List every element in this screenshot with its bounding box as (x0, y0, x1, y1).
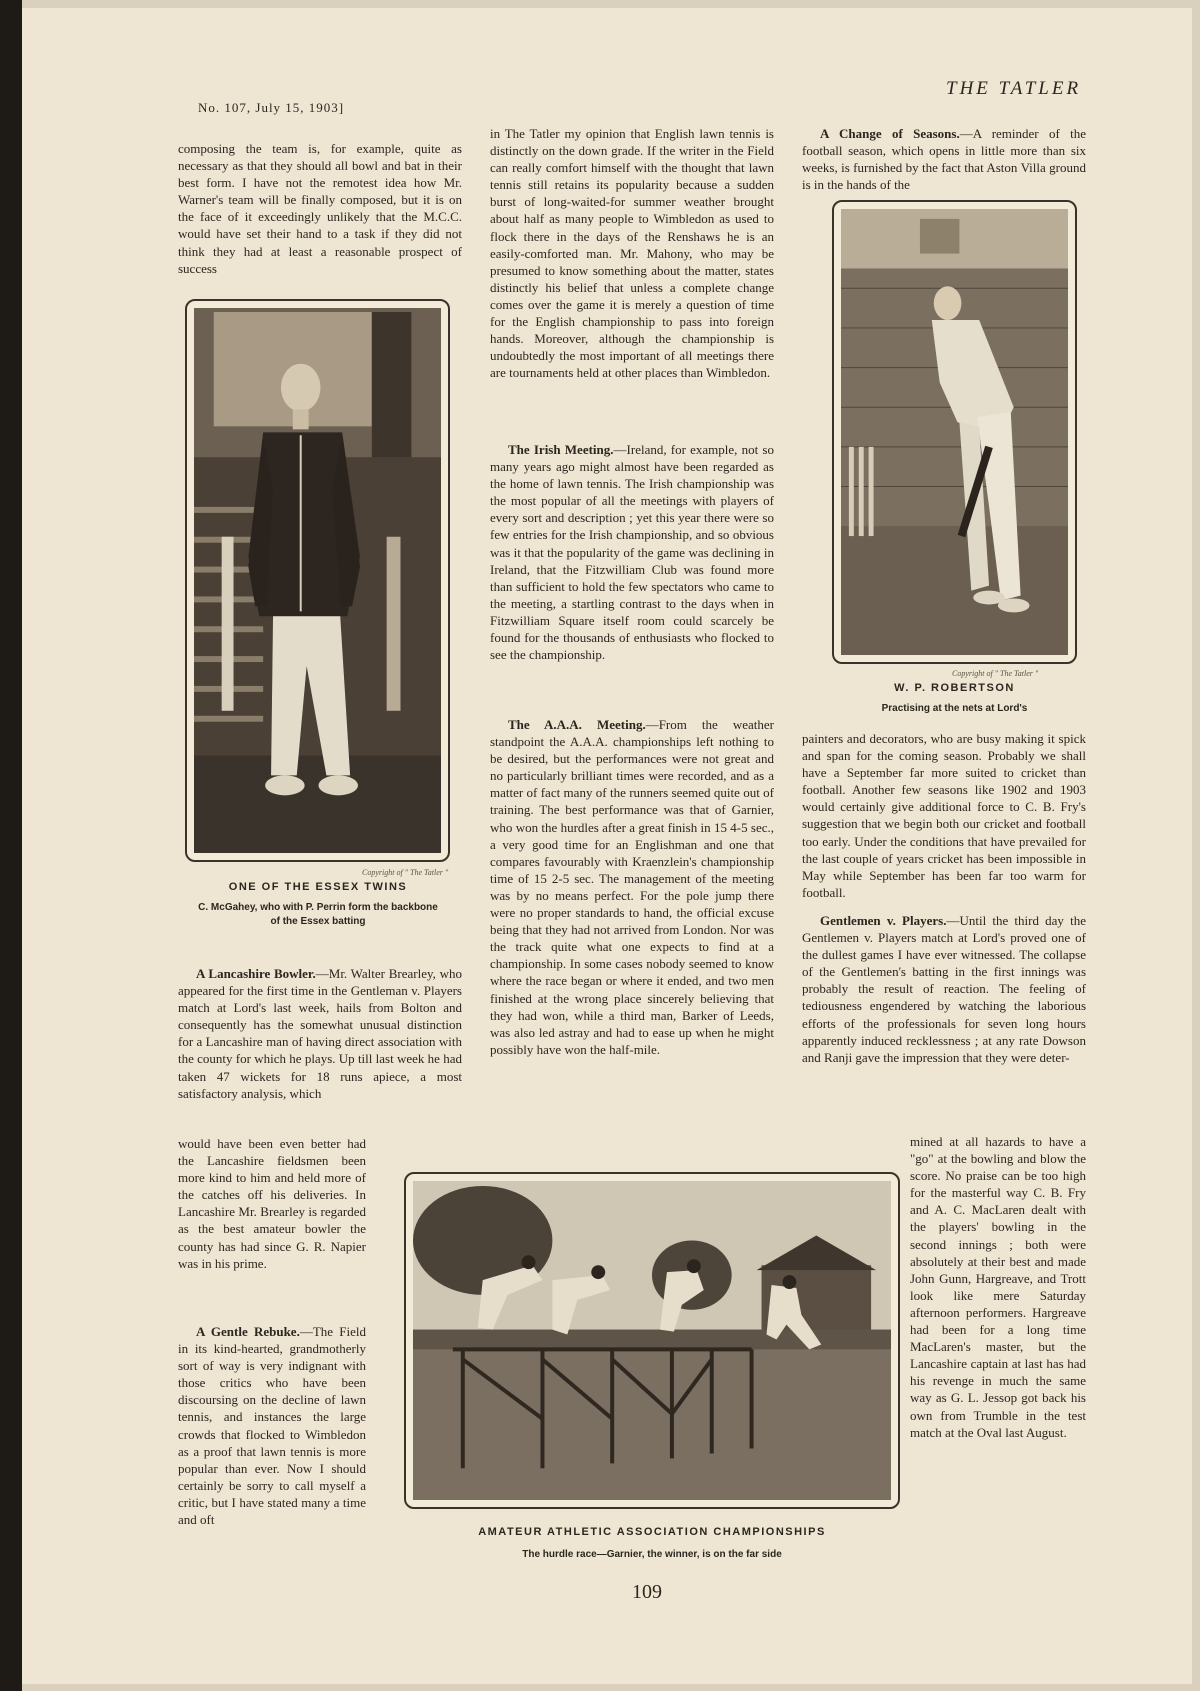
gentle-rebuke-paragraph (178, 1323, 366, 1528)
hurdles-illustration (413, 1181, 891, 1500)
essex-photo-caption-sub: C. McGahey, who with P. Perrin form the backbone of the Essex batting (198, 902, 438, 927)
magazine-title: THE TATLER (946, 78, 1082, 99)
essex-photo-caption-title: ONE OF THE ESSEX TWINS (228, 881, 408, 893)
seasons-text: —A reminder of the football season, which opens in little more than six weeks, is furnished by the fact that Aston Villa ground is in the hands of the (802, 126, 1086, 193)
robertson-photo-copyright: Copyright of " The Tatler " (952, 669, 1039, 678)
rebuke-heading: A Gentle Rebuke. (196, 1324, 300, 1339)
lancashire-bowler-paragraph (178, 965, 462, 1102)
robertson-photo-caption-sub: Practising at the nets at Lord's (881, 703, 1028, 714)
aaa-heading: The A.A.A. Meeting. (508, 717, 646, 732)
lancashire-bowler-continued: would have been even better had the Lancashire fieldsmen been more kind to him and held more of the catches off his deliveries. In Lancashire Mr. Brearley is regarded as the best amateur bowler the county has had since G. R. Napier was in his prime. (178, 1136, 366, 1271)
robertson-photo-caption-title: W. P. ROBERTSON (894, 682, 1015, 694)
aaa-meeting-paragraph (490, 716, 774, 1058)
rebuke-text: —The Field in its kind-hearted, grandmotherly sort of way is very indignant with those critics who have been discoursing on the decline of lawn tennis, and instances the large crowds that flocked to Wimbledon as a proof that lawn tennis is more popular than ever. Now I should certainly be sorry to call myself a critic, but I have stated many a time and oft (178, 1324, 366, 1528)
seasons-heading: A Change of Seasons. (820, 126, 960, 141)
gentlemen-text: —Until the third day the Gentlemen v. Players match at Lord's proved one of the dullest games I have ever witnessed. The collapse of the Gentlemen's batting in the first innings was probably the result of reaction. The feeling of tediousness engendered by watching the laborious efforts of the professionals for seven long hours apparently induced recklessness ; at any rate Dowson and Ranji gave the impression that they were deter- (802, 913, 1086, 1065)
robertson-illustration (841, 209, 1068, 655)
irish-text: —Ireland, for example, not so many years ago might almost have been regarded as the home of lawn tennis. The Irish championship was the most popular of all the meetings with players of every sort and description ; yet this year there were so few entries for the Irish championship, and so obvious was it that the popularity of the game was declining in Ireland, that the Fitzwilliam Club was found more than sufficient to hold the few spectators who came to the meeting, a startling contrast to the days when in Fitzwilliam Square itself room could scarcely be found for the thousands of enthusiasts who flocked to see the championship. (490, 442, 774, 663)
magazine-page (22, 8, 1192, 1684)
essex-twin-illustration (194, 308, 441, 853)
gentlemen-heading: Gentlemen v. Players. (820, 913, 947, 928)
change-of-seasons-paragraph (802, 125, 1086, 193)
page-number: 109 (632, 1581, 662, 1603)
aaa-text: —From the weather standpoint the A.A.A. championships left nothing to be desired, but the performances were not great and no particularly brilliant times were recorded, and as a matter of fact many of the runners seemed quite out of training. The best performance was that of Garnier, who won the hurdles after a great finish in 15 4-5 sec., a very good time for an Englishman and one that compares favourably with Kraenzlein's championship time of 15 2-5 sec. The management of the meeting was by no means perfect. For the pole jump there were no proper standards to hand, the official excuse being that they had not arrived from London. Nor was the track quite what one expects to find at a championship. In some cases nobody seemed to know where the race began or where it ended, and two men finished at the wrong place sincerely believing that they had won, while a third man, Barker of Leeds, was also led astray and had to ease up when he might possibly have won the half-mile. (490, 717, 774, 1057)
essex-twin-photo (185, 299, 450, 862)
hurdles-photo (404, 1172, 900, 1509)
irish-meeting-paragraph (490, 441, 774, 663)
lancashire-heading: A Lancashire Bowler. (196, 966, 316, 981)
essex-photo-copyright: Copyright of " The Tatler " (362, 868, 449, 877)
gentlemen-players-paragraph (802, 912, 1086, 1066)
col2-intro-paragraph: in The Tatler my opinion that English lawn tennis is distinctly on the down grade. If the writer in the Field can really comfort himself with the thought that lawn tennis still retains its popularity because a sudden burst of long-waited-for summer weather brought about half as many people to Wimbledon as used to flock there in the days of the Renshaws he is an easily-comforted man. Mr. Mahony, who may be presumed to know something about the matter, states distinctly his belief that unless a complete change comes over the game it is merely a question of time for the English championship to pass into foreign hands. Moreover, although the championship is undoubtedly the most important of all meetings there are tournaments held at other places than Wimbledon. (490, 126, 774, 381)
issue-header: No. 107, July 15, 1903] (198, 100, 345, 115)
hurdles-photo-caption-title: AMATEUR ATHLETIC ASSOCIATION CHAMPIONSHIPS (478, 1526, 826, 1538)
gentlemen-players-continued: mined at all hazards to have a "go" at the bowling and blow the score. No praise can be too high for the masterful way C. B. Fry and A. C. MacLaren dealt with the players' bowling in the second innings ; both were absolutely at their best and made John Gunn, Hargreave, and Trott look like mere Saturday afternoon performers. Hargreave had been for a long time MacLaren's master, but the Lancashire captain at last has had his revenge in much the same way as G. L. Jessop got back his own from Trumble in the test match at the Oval last August. (910, 1134, 1086, 1440)
binding-edge (0, 0, 22, 1691)
col1-intro-paragraph: composing the team is, for example, quite as necessary as that they should all bowl and bat in their best form. I have not the remotest idea how Mr. Warner's team will be finally composed, but it is on the face of it exceedingly unlikely that the M.C.C. would have set their hand to a task if they did not think they had at least a reasonable prospect of success (178, 141, 462, 276)
robertson-photo (832, 200, 1077, 664)
lancashire-text: —Mr. Walter Brearley, who appeared for the first time in the Gentleman v. Players match at Lord's last week, hails from Bolton and consequently has the somewhat unusual distinction for a Lancashire man of having direct association with the county for which he plays. Up till last week he had taken 47 wickets for 18 runs apiece, a most satisfactory analysis, which (178, 966, 462, 1101)
change-of-seasons-continued: painters and decorators, who are busy making it spick and span for the coming season. Probably we shall have a September far more suited to cricket than football. Another few seasons like 1902 and 1903 would certainly give additional force to C. B. Fry's suggestion that we begin both our cricket and football too early. Under the conditions that have prevailed for the last couple of years cricket has been impossible in May while September has been far too warm for football. (802, 731, 1086, 900)
irish-heading: The Irish Meeting. (508, 442, 614, 457)
hurdles-photo-caption-sub: The hurdle race—Garnier, the winner, is on the far side (522, 1549, 782, 1560)
